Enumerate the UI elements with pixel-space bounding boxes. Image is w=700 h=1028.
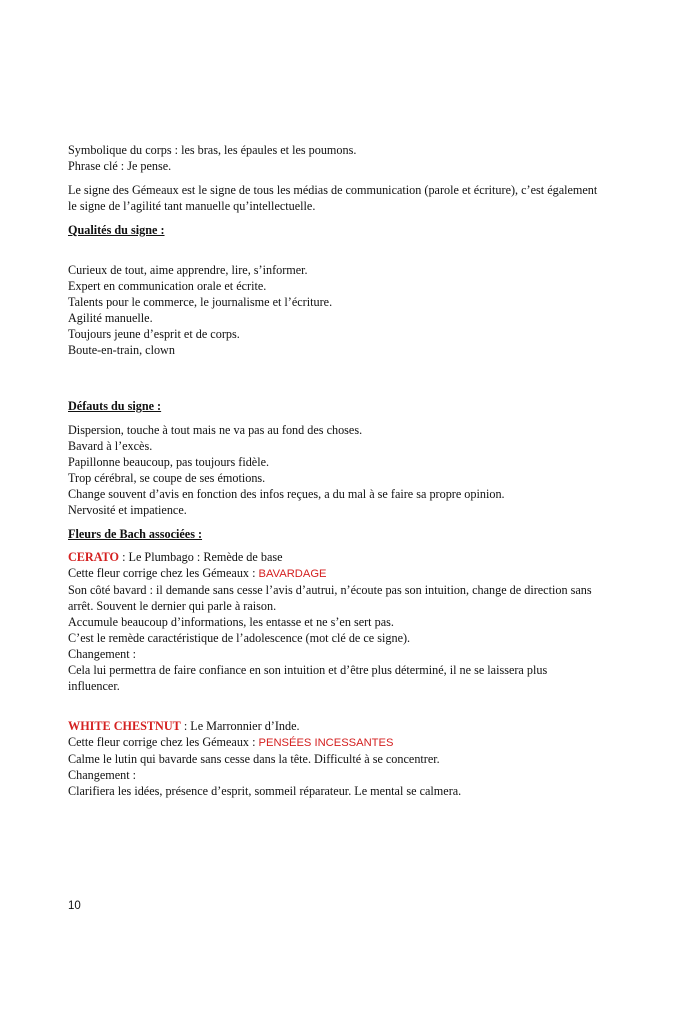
qualites-heading: Qualités du signe :: [68, 223, 165, 237]
defaut-item: Dispersion, touche à tout mais ne va pas au fond des choses.: [68, 423, 363, 437]
cerato-corrige-line: [68, 565, 638, 582]
cerato-line-3a: Son côté bavard : il demande sans cesse l’avis d’autrui, n’écoute pas son intuition, change de direction sans: [68, 583, 592, 597]
qualite-item: Expert en communication orale et écrite.: [68, 279, 267, 293]
cerato-corrige-prefix: Cette fleur corrige chez les Gémeaux :: [68, 566, 259, 580]
qualite-item: Boute-en-train, clown: [68, 343, 175, 357]
cerato-title-line: [68, 549, 638, 565]
chestnut-name: WHITE CHESTNUT: [68, 719, 181, 733]
qualite-item: Agilité manuelle.: [68, 311, 153, 325]
chestnut-line-3: Calme le lutin qui bavarde sans cesse dans la tête. Difficulté à se concentrer.: [68, 752, 440, 766]
cerato-desc: : Le Plumbago : Remède de base: [119, 550, 283, 564]
chestnut-corrige-value: PENSÉES INCESSANTES: [258, 737, 394, 749]
cerato-line-3b: arrêt. Souvent le dernier qui parle à raison.: [68, 599, 277, 613]
cerato-line-5: C’est le remède caractéristique de l’adolescence (mot clé de ce signe).: [68, 631, 411, 645]
chestnut-changement-label: Changement :: [68, 768, 137, 782]
defauts-heading-block: [68, 398, 638, 414]
defaut-item: Nervosité et impatience.: [68, 503, 187, 517]
cerato-changement-label: Changement :: [68, 647, 137, 661]
qualite-item: Talents pour le commerce, le journalisme et l’écriture.: [68, 295, 333, 309]
cerato-corrige-value: BAVARDAGE: [258, 568, 327, 580]
intro-paragraph-line-2: le signe de l’agilité tant manuelle qu’intellectuelle.: [68, 199, 316, 213]
chestnut-corrige-prefix: Cette fleur corrige chez les Gémeaux :: [68, 735, 259, 749]
page-number: 10: [68, 900, 81, 912]
cerato-result-b: influencer.: [68, 679, 120, 693]
fleurs-heading: Fleurs de Bach associées :: [68, 527, 203, 541]
fleurs-heading-block: [68, 526, 638, 542]
defauts-heading: Défauts du signe :: [68, 399, 162, 413]
defauts-list: [68, 422, 638, 518]
chestnut-title-line: [68, 718, 638, 734]
cerato-section: [68, 549, 638, 694]
defaut-item: Change souvent d’avis en fonction des infos reçues, a du mal à se faire sa propre opinion.: [68, 487, 505, 501]
symbolique-line: Symbolique du corps : les bras, les épaules et les poumons.: [68, 143, 357, 157]
qualites-heading-block: [68, 222, 638, 238]
chestnut-corrige-line: [68, 734, 638, 751]
cerato-result-a: Cela lui permettra de faire confiance en son intuition et d’être plus déterminé, il ne se laissera plus: [68, 663, 548, 677]
defaut-item: Trop cérébral, se coupe de ses émotions.: [68, 471, 266, 485]
intro-paragraph-line-1: Le signe des Gémeaux est le signe de tous les médias de communication (parole et écriture), c’est également: [68, 183, 598, 197]
chestnut-result: Clarifiera les idées, présence d’esprit, sommeil réparateur. Le mental se calmera.: [68, 784, 462, 798]
cerato-name: CERATO: [68, 550, 120, 564]
intro-paragraph: [68, 182, 638, 214]
chestnut-section: [68, 718, 638, 799]
qualites-list: [68, 262, 638, 358]
defaut-item: Papillonne beaucoup, pas toujours fidèle.: [68, 455, 270, 469]
intro-section: [68, 142, 638, 174]
cerato-line-4: Accumule beaucoup d’informations, les entasse et ne s’en sert pas.: [68, 615, 394, 629]
qualite-item: Curieux de tout, aime apprendre, lire, s’informer.: [68, 263, 308, 277]
defaut-item: Bavard à l’excès.: [68, 439, 153, 453]
phrase-cle-line: Phrase clé : Je pense.: [68, 159, 172, 173]
qualite-item: Toujours jeune d’esprit et de corps.: [68, 327, 240, 341]
chestnut-desc: : Le Marronnier d’Inde.: [180, 719, 300, 733]
